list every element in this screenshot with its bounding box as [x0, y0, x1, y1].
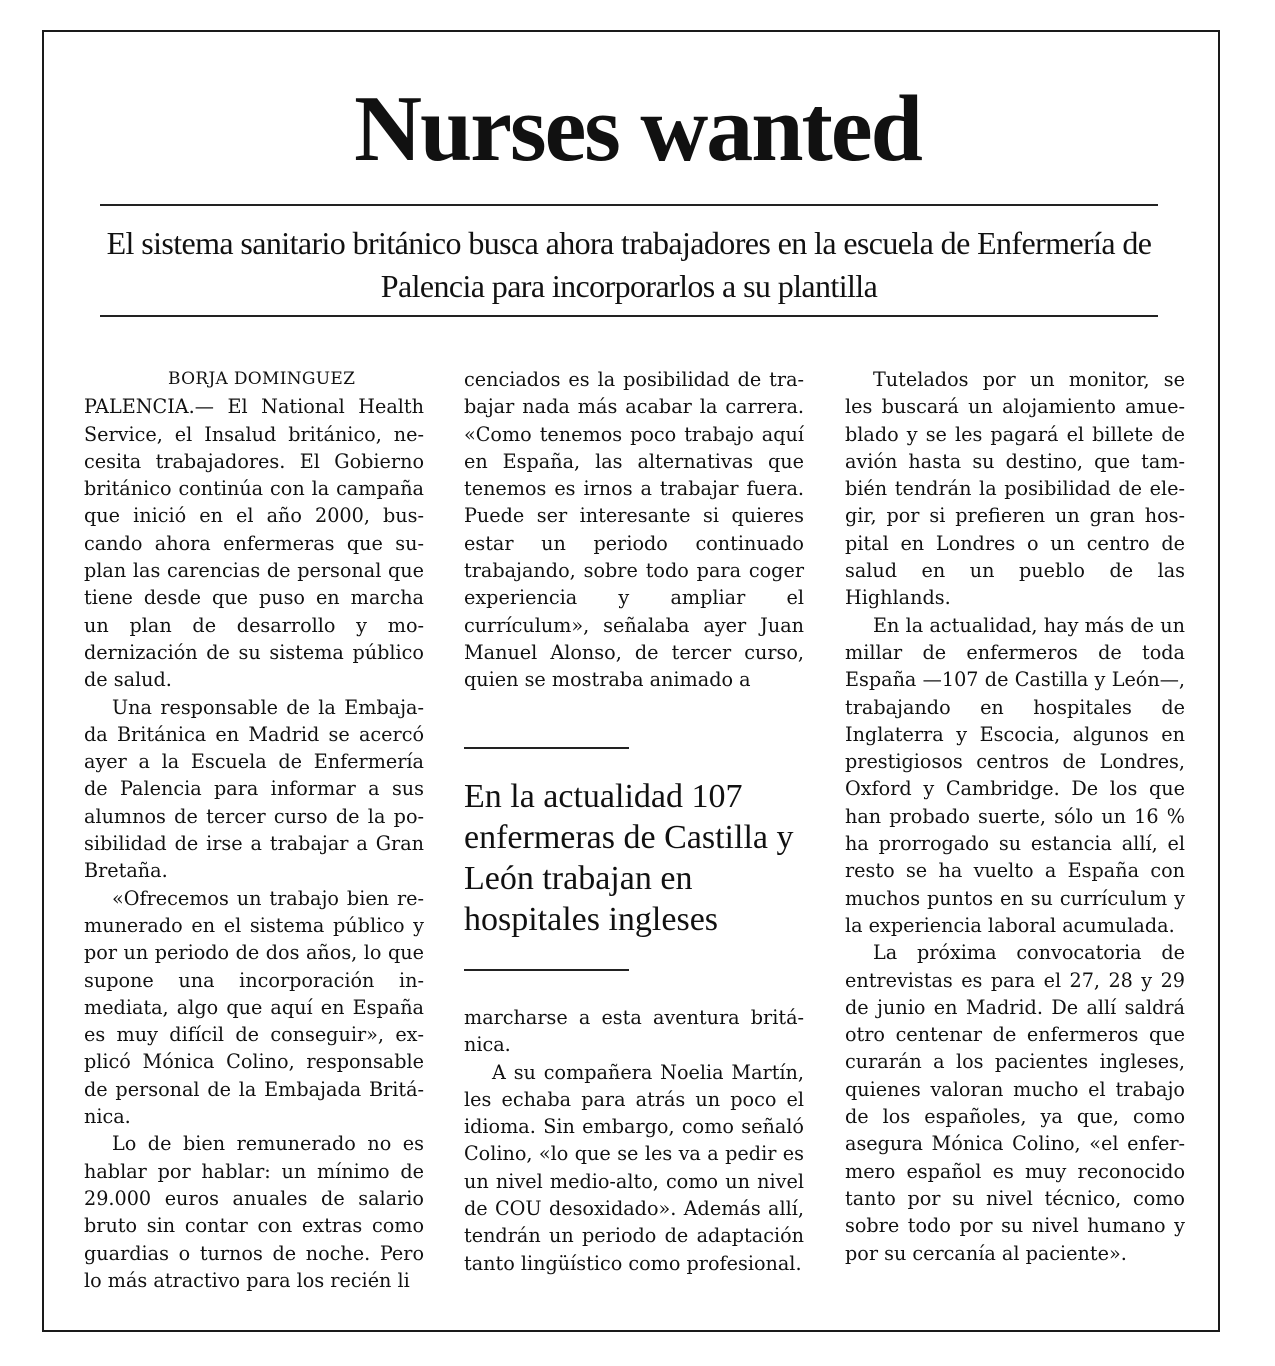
column-3 — [845, 366, 1185, 1267]
rule-top — [100, 204, 1158, 206]
byline: BORJA DOMINGUEZ — [168, 369, 356, 389]
subheadline: El sistema sanitario británico busca ahora trabajadores en la escuela de Enfermería de Palencia para incorporarlos a su plantilla — [106, 225, 1152, 304]
paragraph: En la actualidad, hay más de un millar de enfermeros de toda España —107 de Castilla y León—, trabajando en hospitales de Inglaterra y Escocia, algunos en prestigiosos centros de Londres, Oxford y Cambridge. De los que han probado suerte, sólo un 16 % ha prorrogado su estancia allí, el resto se ha vuelto a España con muchos puntos en su currículum y la experiencia laboral acumulada. — [845, 613, 1185, 937]
pullquote-rule-top — [464, 747, 629, 749]
paragraph: «Ofrecemos un trabajo bien remunerado en el sistema público y por un periodo de dos años, lo que supone una incorporación inmediata, algo que aquí en España es muy difícil de conseguir», explicó Mónica Colino, responsable de personal de la Embajada Británica. — [84, 886, 424, 1129]
rule-bottom — [100, 315, 1158, 317]
column-2-top — [464, 366, 804, 694]
paragraph: Tutelados por un monitor, se les buscará un alojamiento amueblado y se les pagará el billete de avión hasta su destino, que también tendrán la posibilidad de elegir, por si prefieren un gran hospital en Londres o un centro de salud en un pueblo de las Highlands. — [845, 368, 1185, 610]
paragraph: A su compañera Noelia Martín, les echaba para atrás un poco el idioma. Sin embargo, como señaló Colino, «lo que se les va a pedir es un nivel medio-alto, como un nivel de COU desoxidado». Además allí, tendrán un periodo de adaptación tanto lingüístico como profesional. — [464, 1060, 804, 1275]
paragraph: Lo de bien remunerado no es hablar por hablar: un mínimo de 29.000 euros anuales de salario bruto sin contar con extras como guardias o turnos de noche. Pero lo más atractivo para los recién li — [84, 1132, 424, 1292]
pullquote-rule-bottom — [464, 969, 629, 971]
headline: Nurses wanted — [354, 77, 921, 181]
paragraph: PALENCIA.— El National Health Service, el Insalud británico, necesita trabajadores. El Gobierno británico continúa con la campaña que inició en el año 2000, buscando ahora enfermeras que suplan las carencias de personal que tiene desde que puso en marcha un plan de desarrollo y modernización de su sistema público de salud. — [84, 395, 424, 692]
column-2-bottom — [464, 1004, 804, 1277]
paragraph: Una responsable de la Embajada Británica en Madrid se acercó ayer a la Escuela de Enfermería de Palencia para informar a sus alumnos de tercer curso de la posibilidad de irse a trabajar a Gran Bretaña. — [84, 695, 424, 883]
paragraph: cenciados es la posibilidad de trabajar nada más acabar la carrera. «Como tenemos poco trabajo aquí en España, las alternativas que tenemos es irnos a trabajar fuera. Puede ser interesante si quieres estar un periodo continuado trabajando, sobre todo para coger experiencia y ampliar el currículum», señalaba ayer Juan Manuel Alonso, de tercer curso, quien se mostraba animado a — [464, 368, 804, 692]
paragraph: marcharse a esta aventura británica. — [464, 1006, 804, 1057]
column-1 — [84, 366, 424, 1294]
pullquote: En la actualidad 107 enfermeras de Castilla y León trabajan en hospitales ingleses — [464, 778, 794, 938]
paragraph: La próxima convocatoria de entrevistas es para el 27, 28 y 29 de junio en Madrid. De allí saldrá otro centenar de enfermeros que curarán a los pacientes ingleses, quienes valoran mucho el trabajo de los españoles, ya que, como asegura Mónica Colino, «el enfermero español es muy reconocido tanto por su nivel técnico, como sobre todo por su nivel humano y por su cercanía al paciente». — [845, 941, 1185, 1265]
